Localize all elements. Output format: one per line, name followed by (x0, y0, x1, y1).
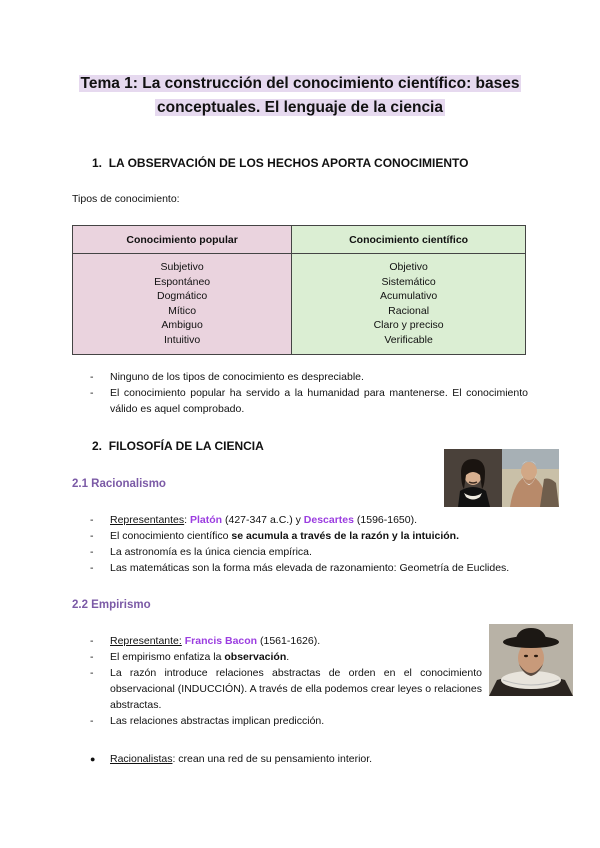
empirismo-heading: 2.2 Empirismo (72, 599, 151, 611)
bacon-portrait-icon (489, 624, 573, 696)
table-cell: Espontáneo (154, 275, 211, 288)
list-item: - Las matemáticas son la forma más elevada de razonamiento: Geometría de Euclides. (90, 562, 510, 574)
section-1-bullets (90, 369, 528, 417)
list-item: - El conocimiento científico se acumula a través de la razón y la intuición. (90, 530, 459, 542)
list-item: - El empirismo enfatiza la observación. (90, 651, 290, 663)
table-cell: Objetivo (389, 261, 428, 273)
list-item: - El conocimiento popular ha servido a la humanidad para mantenerse. El conocimiento válido es aquel comprobado. (90, 387, 528, 415)
list-item: - La razón introduce relaciones abstractas de orden en el conocimiento observacional (INDUCCIÓN). A través de ella podemos crear leyes o relaciones abstractas. (90, 667, 482, 711)
racionalismo-heading: 2.1 Racionalismo (72, 478, 166, 490)
title-line-1: Tema 1: La construcción del conocimiento científico: bases (80, 75, 520, 92)
section-1-heading: 1. LA OBSERVACIÓN DE LOS HECHOS APORTA CONOCIMIENTO (92, 156, 469, 170)
scientific-traits (292, 254, 526, 355)
francis-bacon-image (489, 624, 573, 696)
philosophers-portrait-icon (444, 449, 559, 507)
final-bullet (90, 751, 528, 767)
racionalismo-bullets (90, 512, 540, 576)
table-cell: Dogmático (157, 290, 208, 303)
table-cell: Mítico (168, 304, 197, 317)
table-cell: Intuitivo (164, 333, 201, 346)
document-title (0, 72, 600, 120)
popular-traits (73, 254, 292, 355)
list-item: - Las relaciones abstractas implican predicción. (90, 715, 325, 727)
section-2-heading: 2. FILOSOFÍA DE LA CIENCIA (92, 439, 264, 453)
list-item: ● Racionalistas: crean una red de su pensamiento interior. (90, 753, 373, 765)
table-header-popular: Conocimiento popular (73, 226, 292, 254)
list-item: - Ninguno de los tipos de conocimiento es despreciable. (90, 371, 364, 383)
list-item: - Representantes: Platón (427-347 a.C.) y Descartes (1596-1650). (90, 514, 418, 526)
list-item: - La astronomía es la única ciencia empírica. (90, 546, 312, 558)
table-cell: Verificable (384, 333, 433, 346)
table-cell: Racional (388, 304, 430, 317)
knowledge-types-table (72, 225, 526, 355)
list-item: - Representante: Francis Bacon (1561-1626). (90, 635, 321, 647)
types-intro: Tipos de conocimiento: (72, 193, 180, 205)
empirismo-bullets (90, 633, 482, 729)
table-cell: Subjetivo (160, 261, 204, 273)
table-cell: Claro y preciso (373, 319, 444, 332)
descartes-plato-image (444, 449, 559, 507)
title-line-2: conceptuales. El lenguaje de la ciencia (156, 99, 443, 116)
table-cell: Ambiguo (161, 319, 203, 332)
table-header-scientific: Conocimiento científico (292, 226, 526, 254)
table-cell: Acumulativo (380, 290, 438, 303)
table-cell: Sistemático (381, 275, 436, 288)
